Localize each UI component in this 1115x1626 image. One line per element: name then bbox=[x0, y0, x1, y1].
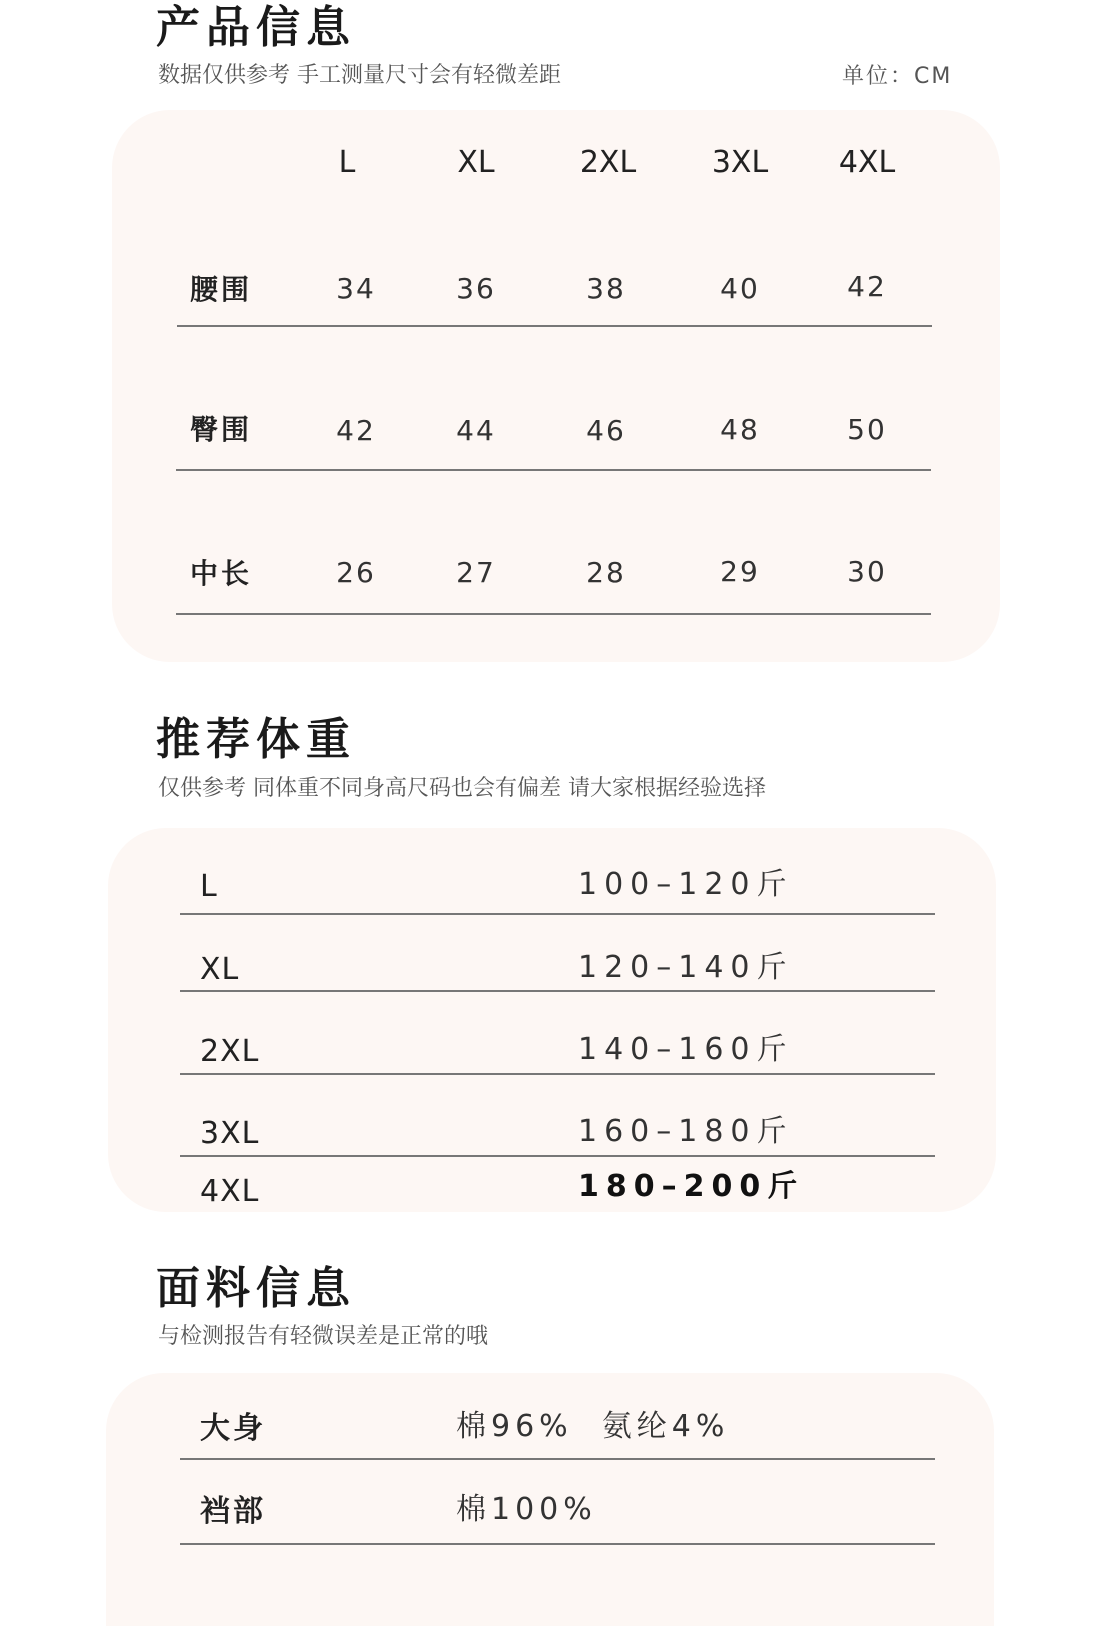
size-header-3xl: 3XL bbox=[711, 145, 769, 180]
row-label-waist: 腰围 bbox=[190, 273, 253, 306]
row-divider bbox=[180, 1155, 935, 1157]
row-divider bbox=[180, 913, 935, 915]
product-info-subtitle: 数据仅供参考 手工测量尺寸会有轻微差距 bbox=[158, 63, 561, 88]
weight-subtitle: 仅供参考 同体重不同身高尺码也会有偏差 请大家根据经验选择 bbox=[158, 776, 766, 801]
weight-size: 2XL bbox=[200, 1034, 260, 1069]
table-cell: 40 bbox=[720, 272, 760, 305]
row-divider bbox=[180, 1073, 935, 1075]
table-cell: 29 bbox=[720, 555, 760, 588]
fabric-title: 面料信息 bbox=[156, 1263, 356, 1314]
table-cell: 50 bbox=[847, 413, 887, 446]
weight-size: XL bbox=[200, 952, 240, 987]
row-divider bbox=[180, 990, 935, 992]
table-cell: 48 bbox=[720, 413, 760, 446]
weight-range: 120–140斤 bbox=[578, 950, 794, 985]
row-label-length: 中长 bbox=[190, 557, 253, 590]
fabric-composition: 棉100% bbox=[456, 1492, 597, 1527]
row-divider bbox=[180, 1458, 935, 1460]
weight-title: 推荐体重 bbox=[156, 714, 356, 765]
weight-range: 140–160斤 bbox=[578, 1032, 794, 1067]
table-cell: 28 bbox=[586, 556, 626, 589]
fabric-composition: 棉96% 氨纶4% bbox=[456, 1409, 730, 1444]
weight-size: L bbox=[200, 869, 218, 904]
fabric-part-label: 裆部 bbox=[200, 1494, 266, 1529]
table-cell: 30 bbox=[847, 555, 887, 588]
size-header-xl: XL bbox=[457, 145, 495, 180]
weight-range: 100–120斤 bbox=[578, 867, 794, 902]
size-header-l: L bbox=[338, 145, 356, 180]
table-cell: 34 bbox=[336, 272, 376, 305]
table-cell: 26 bbox=[336, 556, 376, 589]
table-cell: 44 bbox=[456, 414, 496, 447]
table-cell: 42 bbox=[847, 270, 887, 303]
table-cell: 42 bbox=[336, 414, 376, 447]
unit-label: 单位：CM bbox=[842, 64, 953, 89]
table-cell: 38 bbox=[586, 272, 626, 305]
table-cell: 36 bbox=[456, 272, 496, 305]
weight-size: 4XL bbox=[200, 1174, 260, 1209]
size-header-4xl: 4XL bbox=[838, 145, 896, 180]
table-cell: 46 bbox=[586, 414, 626, 447]
weight-range: 160–180斤 bbox=[578, 1114, 794, 1149]
fabric-subtitle: 与检测报告有轻微误差是正常的哦 bbox=[158, 1324, 489, 1349]
weight-size: 3XL bbox=[200, 1116, 260, 1151]
row-divider bbox=[177, 325, 932, 327]
row-label-hip: 臀围 bbox=[190, 413, 253, 446]
row-divider bbox=[176, 613, 931, 615]
weight-range: 180–200斤 bbox=[578, 1169, 805, 1204]
fabric-part-label: 大身 bbox=[200, 1411, 266, 1446]
size-header-2xl: 2XL bbox=[579, 145, 637, 180]
table-cell: 27 bbox=[456, 556, 496, 589]
row-divider bbox=[176, 469, 931, 471]
row-divider bbox=[180, 1543, 935, 1545]
product-info-title: 产品信息 bbox=[156, 2, 356, 53]
